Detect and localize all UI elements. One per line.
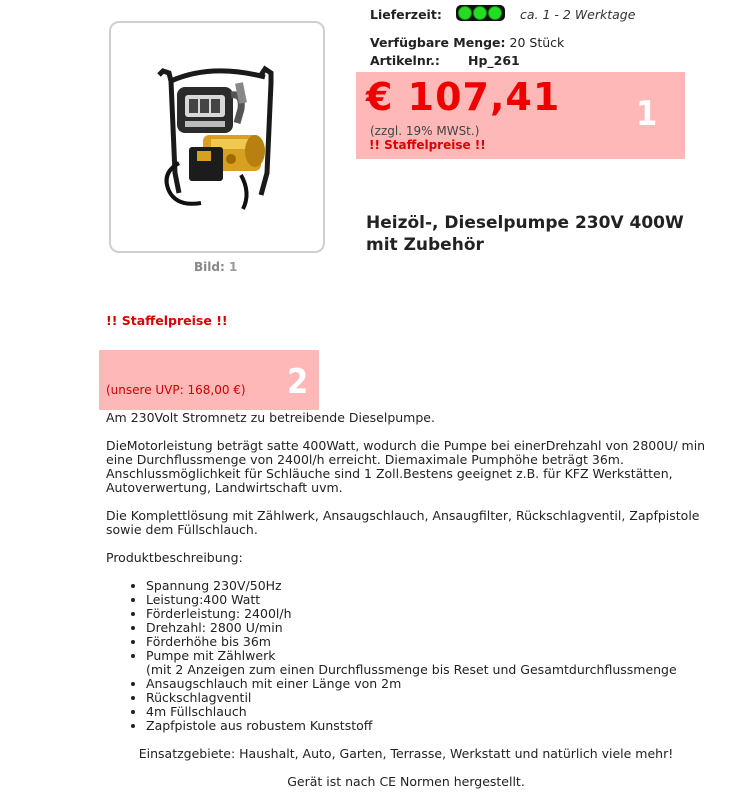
mwst-note: (zzgl. 19% MWSt.): [370, 124, 480, 138]
price-amount: € 107,41: [366, 75, 561, 119]
list-item: • Drehzahl: 2800 U/min: [146, 621, 706, 635]
bild-number[interactable]: 1: [228, 260, 238, 274]
list-item: • Ansaugschlauch mit einer Länge von 2m: [146, 677, 706, 691]
desc-einsatz: Einsatzgebiete: Haushalt, Auto, Garten, Terrasse, Werkstatt und natürlich viele mehr!: [138, 746, 674, 761]
product-title: Heizöl-, Dieselpumpe 230V 400W mit Zubehör: [366, 213, 684, 255]
list-item-text: Pumpe mit Zählwerk: [146, 648, 276, 663]
artikel-value: Hp_261: [468, 53, 520, 68]
availability-traffic-light-icon: [456, 5, 505, 21]
product-image-frame[interactable]: [109, 21, 325, 253]
feature-list: [106, 579, 706, 733]
annotation-number-2: 2: [287, 362, 309, 402]
list-item: • Zapfpistole aus robustem Kunststoff: [146, 719, 706, 733]
list-item-subtext: (mit 2 Anzeigen zum einen Durchflussmenge bis Reset und Gesamtdurchflussmenge: [146, 662, 677, 677]
diesel-pump-image: [111, 23, 323, 251]
desc-ce: Gerät ist nach CE Normen hergestellt.: [287, 774, 525, 789]
menge-label: Verfügbare Menge:: [370, 35, 506, 50]
uvp-highlight-box: [99, 350, 319, 410]
list-item: • Rückschlagventil: [146, 691, 706, 705]
staffelpreise-link[interactable]: !! Staffelpreise !!: [106, 313, 228, 328]
desc-complete: Die Komplettlösung mit Zählwerk, Ansaugschlauch, Ansaugfilter, Rückschlagventil, Zapfpistole sowie dem Füllschlauch.: [106, 508, 700, 537]
list-item: [146, 649, 706, 677]
list-item: • Leistung:400 Watt: [146, 593, 706, 607]
staffelpreise-link-top[interactable]: !! Staffelpreise !!: [369, 138, 486, 152]
list-item: • Förderleistung: 2400l/h: [146, 607, 706, 621]
lieferzeit-value: ca. 1 - 2 Werktage: [520, 7, 636, 22]
list-item: • Förderhöhe bis 36m: [146, 635, 706, 649]
uvp-text: (unsere UVP: 168,00 €): [106, 383, 246, 397]
desc-motor: DieMotorleistung beträgt satte 400Watt, wodurch die Pumpe bei einerDrehzahl von 2800U/ min eine Durchflussmenge von 2400l/h erreicht. Diemaximale Pumphöhe beträgt 36m. Anschlussmöglichkeit für Schläuche sind 1 Zoll.Bestens geeignet z.B. für KFZ Werkstätten, Autoverwertung, Landwirtschaft uvm.: [106, 438, 706, 495]
lieferzeit-label: Lieferzeit:: [370, 7, 442, 22]
menge-value: 20 Stück: [509, 35, 565, 50]
list-item: • 4m Füllschlauch: [146, 705, 706, 719]
artikel-label: Artikelnr.:: [370, 53, 440, 68]
list-item: • Spannung 230V/50Hz: [146, 579, 706, 593]
image-caption: [194, 260, 237, 274]
stock-row: [370, 35, 564, 50]
desc-intro: Am 230Volt Stromnetz zu betreibende Dieselpumpe.: [106, 410, 435, 425]
bild-label: Bild:: [194, 260, 225, 274]
annotation-number-1: 1: [636, 94, 658, 134]
desc-heading: Produktbeschreibung:: [106, 550, 243, 565]
product-description: [106, 411, 706, 803]
